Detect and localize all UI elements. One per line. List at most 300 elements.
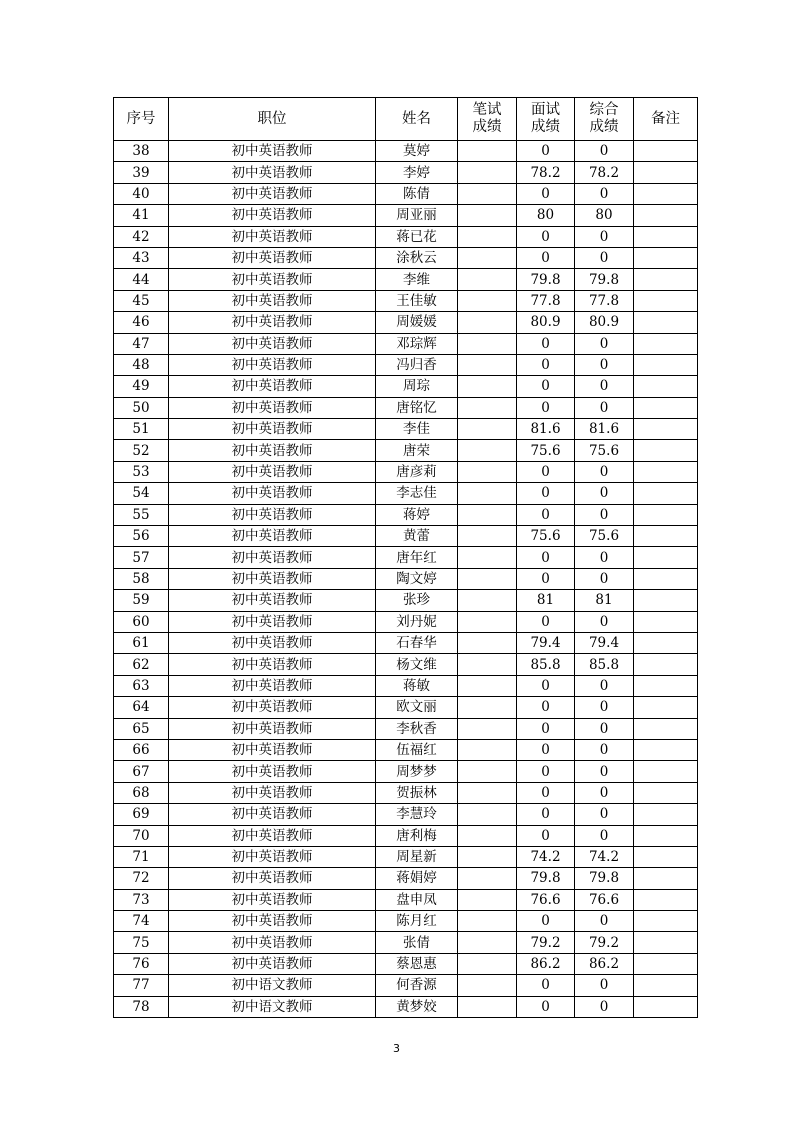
table-row (114, 333, 698, 354)
cell-seq: 75 (114, 932, 169, 953)
table-row (114, 675, 698, 696)
cell-remarks (634, 889, 698, 910)
table-row (114, 312, 698, 333)
cell-interview: 0 (517, 376, 575, 397)
cell-position: 初中语文教师 (169, 996, 376, 1017)
cell-remarks (634, 782, 698, 803)
table-row (114, 953, 698, 974)
cell-written (458, 675, 517, 696)
cell-remarks (634, 269, 698, 290)
cell-position: 初中英语教师 (169, 761, 376, 782)
cell-name: 盘申凤 (376, 889, 458, 910)
cell-interview: 0 (517, 911, 575, 932)
table-row (114, 247, 698, 268)
cell-remarks (634, 205, 698, 226)
cell-interview: 76.6 (517, 889, 575, 910)
cell-position: 初中英语教师 (169, 290, 376, 311)
cell-total: 0 (575, 226, 634, 247)
cell-total: 0 (575, 911, 634, 932)
cell-written (458, 568, 517, 589)
header-position: 职位 (169, 98, 376, 141)
cell-name: 蒋已花 (376, 226, 458, 247)
cell-written (458, 526, 517, 547)
cell-written (458, 953, 517, 974)
cell-name: 陈倩 (376, 183, 458, 204)
cell-position: 初中英语教师 (169, 654, 376, 675)
cell-interview: 79.8 (517, 269, 575, 290)
cell-seq: 49 (114, 376, 169, 397)
cell-written (458, 141, 517, 162)
cell-interview: 0 (517, 782, 575, 803)
cell-position: 初中英语教师 (169, 632, 376, 653)
cell-position: 初中英语教师 (169, 333, 376, 354)
cell-remarks (634, 312, 698, 333)
cell-total: 0 (575, 996, 634, 1017)
cell-total: 0 (575, 697, 634, 718)
cell-interview: 0 (517, 333, 575, 354)
table-row (114, 911, 698, 932)
cell-remarks (634, 504, 698, 525)
cell-written (458, 846, 517, 867)
cell-remarks (634, 761, 698, 782)
table-row (114, 354, 698, 375)
cell-total: 81.6 (575, 419, 634, 440)
cell-remarks (634, 953, 698, 974)
cell-interview: 0 (517, 675, 575, 696)
cell-position: 初中英语教师 (169, 440, 376, 461)
cell-total: 0 (575, 761, 634, 782)
cell-interview: 0 (517, 354, 575, 375)
cell-seq: 72 (114, 868, 169, 889)
cell-interview: 0 (517, 226, 575, 247)
cell-remarks (634, 419, 698, 440)
cell-interview: 75.6 (517, 440, 575, 461)
cell-remarks (634, 162, 698, 183)
cell-position: 初中英语教师 (169, 611, 376, 632)
cell-name: 唐利梅 (376, 825, 458, 846)
table-row (114, 205, 698, 226)
cell-name: 周梦梦 (376, 761, 458, 782)
cell-name: 黄蕾 (376, 526, 458, 547)
cell-total: 79.8 (575, 269, 634, 290)
cell-written (458, 804, 517, 825)
cell-written (458, 183, 517, 204)
table-row (114, 419, 698, 440)
cell-seq: 74 (114, 911, 169, 932)
cell-written (458, 312, 517, 333)
cell-name: 欧文丽 (376, 697, 458, 718)
table-row (114, 162, 698, 183)
cell-seq: 46 (114, 312, 169, 333)
cell-name: 刘丹妮 (376, 611, 458, 632)
cell-total: 0 (575, 675, 634, 696)
cell-position: 初中英语教师 (169, 739, 376, 760)
table-row (114, 461, 698, 482)
cell-total: 0 (575, 376, 634, 397)
table-row (114, 183, 698, 204)
cell-total: 79.2 (575, 932, 634, 953)
cell-interview: 0 (517, 996, 575, 1017)
cell-name: 伍福红 (376, 739, 458, 760)
cell-interview: 0 (517, 611, 575, 632)
cell-seq: 65 (114, 718, 169, 739)
cell-total: 0 (575, 333, 634, 354)
cell-seq: 73 (114, 889, 169, 910)
cell-interview: 86.2 (517, 953, 575, 974)
cell-written (458, 333, 517, 354)
cell-interview: 0 (517, 183, 575, 204)
cell-total: 0 (575, 397, 634, 418)
cell-seq: 58 (114, 568, 169, 589)
cell-position: 初中英语教师 (169, 911, 376, 932)
cell-remarks (634, 440, 698, 461)
cell-position: 初中英语教师 (169, 868, 376, 889)
cell-position: 初中英语教师 (169, 590, 376, 611)
cell-seq: 53 (114, 461, 169, 482)
cell-name: 冯归香 (376, 354, 458, 375)
cell-position: 初中英语教师 (169, 675, 376, 696)
cell-written (458, 205, 517, 226)
cell-position: 初中英语教师 (169, 697, 376, 718)
cell-interview: 0 (517, 761, 575, 782)
cell-seq: 40 (114, 183, 169, 204)
cell-total: 0 (575, 141, 634, 162)
table-row (114, 697, 698, 718)
cell-remarks (634, 804, 698, 825)
cell-position: 初中英语教师 (169, 889, 376, 910)
cell-interview: 77.8 (517, 290, 575, 311)
cell-interview: 80 (517, 205, 575, 226)
cell-remarks (634, 868, 698, 889)
table-row (114, 483, 698, 504)
cell-total: 0 (575, 354, 634, 375)
cell-total: 78.2 (575, 162, 634, 183)
cell-seq: 47 (114, 333, 169, 354)
cell-total: 86.2 (575, 953, 634, 974)
table-row (114, 975, 698, 996)
cell-remarks (634, 932, 698, 953)
table-row (114, 868, 698, 889)
cell-written (458, 397, 517, 418)
cell-position: 初中英语教师 (169, 354, 376, 375)
cell-seq: 57 (114, 547, 169, 568)
cell-position: 初中英语教师 (169, 312, 376, 333)
table-row (114, 590, 698, 611)
cell-total: 0 (575, 739, 634, 760)
cell-seq: 78 (114, 996, 169, 1017)
cell-seq: 61 (114, 632, 169, 653)
cell-interview: 0 (517, 461, 575, 482)
cell-remarks (634, 825, 698, 846)
cell-remarks (634, 911, 698, 932)
table-row (114, 932, 698, 953)
cell-written (458, 162, 517, 183)
table-row (114, 547, 698, 568)
cell-name: 邓琮辉 (376, 333, 458, 354)
cell-interview: 0 (517, 739, 575, 760)
header-total-line1: 综合 (589, 102, 619, 118)
cell-total: 76.6 (575, 889, 634, 910)
cell-written (458, 269, 517, 290)
cell-seq: 45 (114, 290, 169, 311)
header-name: 姓名 (376, 98, 458, 141)
cell-name: 周星新 (376, 846, 458, 867)
cell-remarks (634, 996, 698, 1017)
cell-written (458, 996, 517, 1017)
cell-interview: 0 (517, 141, 575, 162)
cell-interview: 0 (517, 975, 575, 996)
cell-position: 初中英语教师 (169, 141, 376, 162)
cell-position: 初中英语教师 (169, 718, 376, 739)
cell-seq: 77 (114, 975, 169, 996)
cell-seq: 44 (114, 269, 169, 290)
cell-seq: 52 (114, 440, 169, 461)
score-table (113, 97, 698, 1018)
cell-name: 陶文婷 (376, 568, 458, 589)
cell-written (458, 911, 517, 932)
cell-name: 王佳敏 (376, 290, 458, 311)
header-interview-score (517, 98, 575, 141)
cell-seq: 39 (114, 162, 169, 183)
cell-position: 初中英语教师 (169, 932, 376, 953)
cell-name: 周亚丽 (376, 205, 458, 226)
cell-written (458, 868, 517, 889)
cell-name: 张珍 (376, 590, 458, 611)
cell-position: 初中英语教师 (169, 461, 376, 482)
cell-name: 李维 (376, 269, 458, 290)
cell-name: 唐荣 (376, 440, 458, 461)
table-row (114, 611, 698, 632)
cell-seq: 76 (114, 953, 169, 974)
cell-position: 初中英语教师 (169, 419, 376, 440)
cell-name: 莫婷 (376, 141, 458, 162)
cell-position: 初中英语教师 (169, 568, 376, 589)
cell-seq: 59 (114, 590, 169, 611)
cell-position: 初中英语教师 (169, 825, 376, 846)
cell-written (458, 483, 517, 504)
header-row (114, 98, 698, 141)
header-written-line2: 成绩 (472, 119, 502, 135)
table-row (114, 825, 698, 846)
cell-written (458, 461, 517, 482)
cell-interview: 79.2 (517, 932, 575, 953)
cell-remarks (634, 333, 698, 354)
cell-written (458, 354, 517, 375)
cell-remarks (634, 697, 698, 718)
header-total-score (575, 98, 634, 141)
cell-seq: 69 (114, 804, 169, 825)
cell-name: 周琮 (376, 376, 458, 397)
cell-total: 0 (575, 247, 634, 268)
cell-interview: 74.2 (517, 846, 575, 867)
cell-name: 李慧玲 (376, 804, 458, 825)
cell-total: 0 (575, 611, 634, 632)
cell-seq: 64 (114, 697, 169, 718)
cell-written (458, 440, 517, 461)
cell-written (458, 611, 517, 632)
cell-total: 0 (575, 804, 634, 825)
cell-written (458, 419, 517, 440)
cell-remarks (634, 654, 698, 675)
cell-interview: 78.2 (517, 162, 575, 183)
cell-name: 李秋香 (376, 718, 458, 739)
cell-remarks (634, 846, 698, 867)
table-row (114, 269, 698, 290)
cell-position: 初中英语教师 (169, 226, 376, 247)
cell-name: 涂秋云 (376, 247, 458, 268)
cell-interview: 0 (517, 568, 575, 589)
cell-name: 陈月红 (376, 911, 458, 932)
cell-name: 蔡恩惠 (376, 953, 458, 974)
cell-name: 蒋娟婷 (376, 868, 458, 889)
cell-written (458, 932, 517, 953)
cell-seq: 67 (114, 761, 169, 782)
cell-seq: 41 (114, 205, 169, 226)
table-row (114, 996, 698, 1017)
cell-seq: 71 (114, 846, 169, 867)
cell-position: 初中英语教师 (169, 953, 376, 974)
cell-interview: 0 (517, 718, 575, 739)
table-body (114, 141, 698, 1018)
cell-interview: 79.8 (517, 868, 575, 889)
page-number: 3 (393, 1042, 400, 1055)
cell-name: 黄梦姣 (376, 996, 458, 1017)
table-row (114, 376, 698, 397)
cell-written (458, 504, 517, 525)
cell-seq: 50 (114, 397, 169, 418)
table-row (114, 761, 698, 782)
cell-written (458, 975, 517, 996)
cell-interview: 0 (517, 804, 575, 825)
cell-total: 77.8 (575, 290, 634, 311)
table-row (114, 804, 698, 825)
cell-total: 0 (575, 568, 634, 589)
cell-remarks (634, 568, 698, 589)
cell-interview: 0 (517, 483, 575, 504)
cell-position: 初中英语教师 (169, 269, 376, 290)
cell-remarks (634, 526, 698, 547)
cell-total: 0 (575, 461, 634, 482)
table-row (114, 782, 698, 803)
cell-interview: 80.9 (517, 312, 575, 333)
cell-written (458, 761, 517, 782)
cell-interview: 0 (517, 825, 575, 846)
cell-interview: 75.6 (517, 526, 575, 547)
cell-position: 初中英语教师 (169, 183, 376, 204)
cell-written (458, 739, 517, 760)
table-row (114, 504, 698, 525)
cell-remarks (634, 590, 698, 611)
cell-name: 唐彦莉 (376, 461, 458, 482)
cell-total: 0 (575, 718, 634, 739)
table-row (114, 654, 698, 675)
table-row (114, 440, 698, 461)
table-row (114, 526, 698, 547)
cell-name: 李婷 (376, 162, 458, 183)
cell-remarks (634, 632, 698, 653)
cell-total: 79.4 (575, 632, 634, 653)
table-row (114, 846, 698, 867)
cell-interview: 85.8 (517, 654, 575, 675)
cell-name: 唐年红 (376, 547, 458, 568)
cell-seq: 51 (114, 419, 169, 440)
cell-name: 贺振林 (376, 782, 458, 803)
cell-written (458, 247, 517, 268)
cell-position: 初中英语教师 (169, 547, 376, 568)
cell-name: 蒋婷 (376, 504, 458, 525)
cell-seq: 66 (114, 739, 169, 760)
cell-remarks (634, 290, 698, 311)
cell-seq: 60 (114, 611, 169, 632)
cell-remarks (634, 675, 698, 696)
table-row (114, 718, 698, 739)
cell-position: 初中英语教师 (169, 782, 376, 803)
cell-written (458, 718, 517, 739)
cell-total: 79.8 (575, 868, 634, 889)
cell-remarks (634, 376, 698, 397)
cell-total: 0 (575, 825, 634, 846)
cell-remarks (634, 718, 698, 739)
cell-name: 李佳 (376, 419, 458, 440)
cell-name: 何香源 (376, 975, 458, 996)
cell-interview: 79.4 (517, 632, 575, 653)
cell-remarks (634, 483, 698, 504)
cell-remarks (634, 354, 698, 375)
cell-total: 80.9 (575, 312, 634, 333)
table-row (114, 739, 698, 760)
cell-name: 周媛媛 (376, 312, 458, 333)
cell-total: 0 (575, 547, 634, 568)
cell-position: 初中英语教师 (169, 247, 376, 268)
cell-remarks (634, 975, 698, 996)
cell-remarks (634, 611, 698, 632)
header-interview-line2: 成绩 (531, 119, 560, 135)
table-row (114, 290, 698, 311)
table-row (114, 397, 698, 418)
cell-interview: 0 (517, 697, 575, 718)
cell-interview: 81 (517, 590, 575, 611)
header-seq: 序号 (114, 98, 169, 141)
table-row (114, 568, 698, 589)
cell-written (458, 226, 517, 247)
cell-total: 0 (575, 483, 634, 504)
cell-name: 石春华 (376, 632, 458, 653)
cell-seq: 68 (114, 782, 169, 803)
table-row (114, 141, 698, 162)
cell-position: 初中英语教师 (169, 205, 376, 226)
cell-total: 0 (575, 975, 634, 996)
cell-seq: 54 (114, 483, 169, 504)
cell-position: 初中英语教师 (169, 162, 376, 183)
cell-total: 0 (575, 504, 634, 525)
cell-position: 初中英语教师 (169, 376, 376, 397)
header-written-line1: 笔试 (472, 102, 502, 118)
cell-position: 初中英语教师 (169, 504, 376, 525)
cell-position: 初中英语教师 (169, 397, 376, 418)
cell-seq: 63 (114, 675, 169, 696)
cell-remarks (634, 247, 698, 268)
cell-total: 85.8 (575, 654, 634, 675)
cell-name: 李志佳 (376, 483, 458, 504)
cell-position: 初中英语教师 (169, 804, 376, 825)
cell-position: 初中英语教师 (169, 483, 376, 504)
cell-written (458, 782, 517, 803)
cell-seq: 48 (114, 354, 169, 375)
cell-name: 蒋敏 (376, 675, 458, 696)
cell-total: 81 (575, 590, 634, 611)
cell-interview: 0 (517, 547, 575, 568)
cell-interview: 0 (517, 247, 575, 268)
